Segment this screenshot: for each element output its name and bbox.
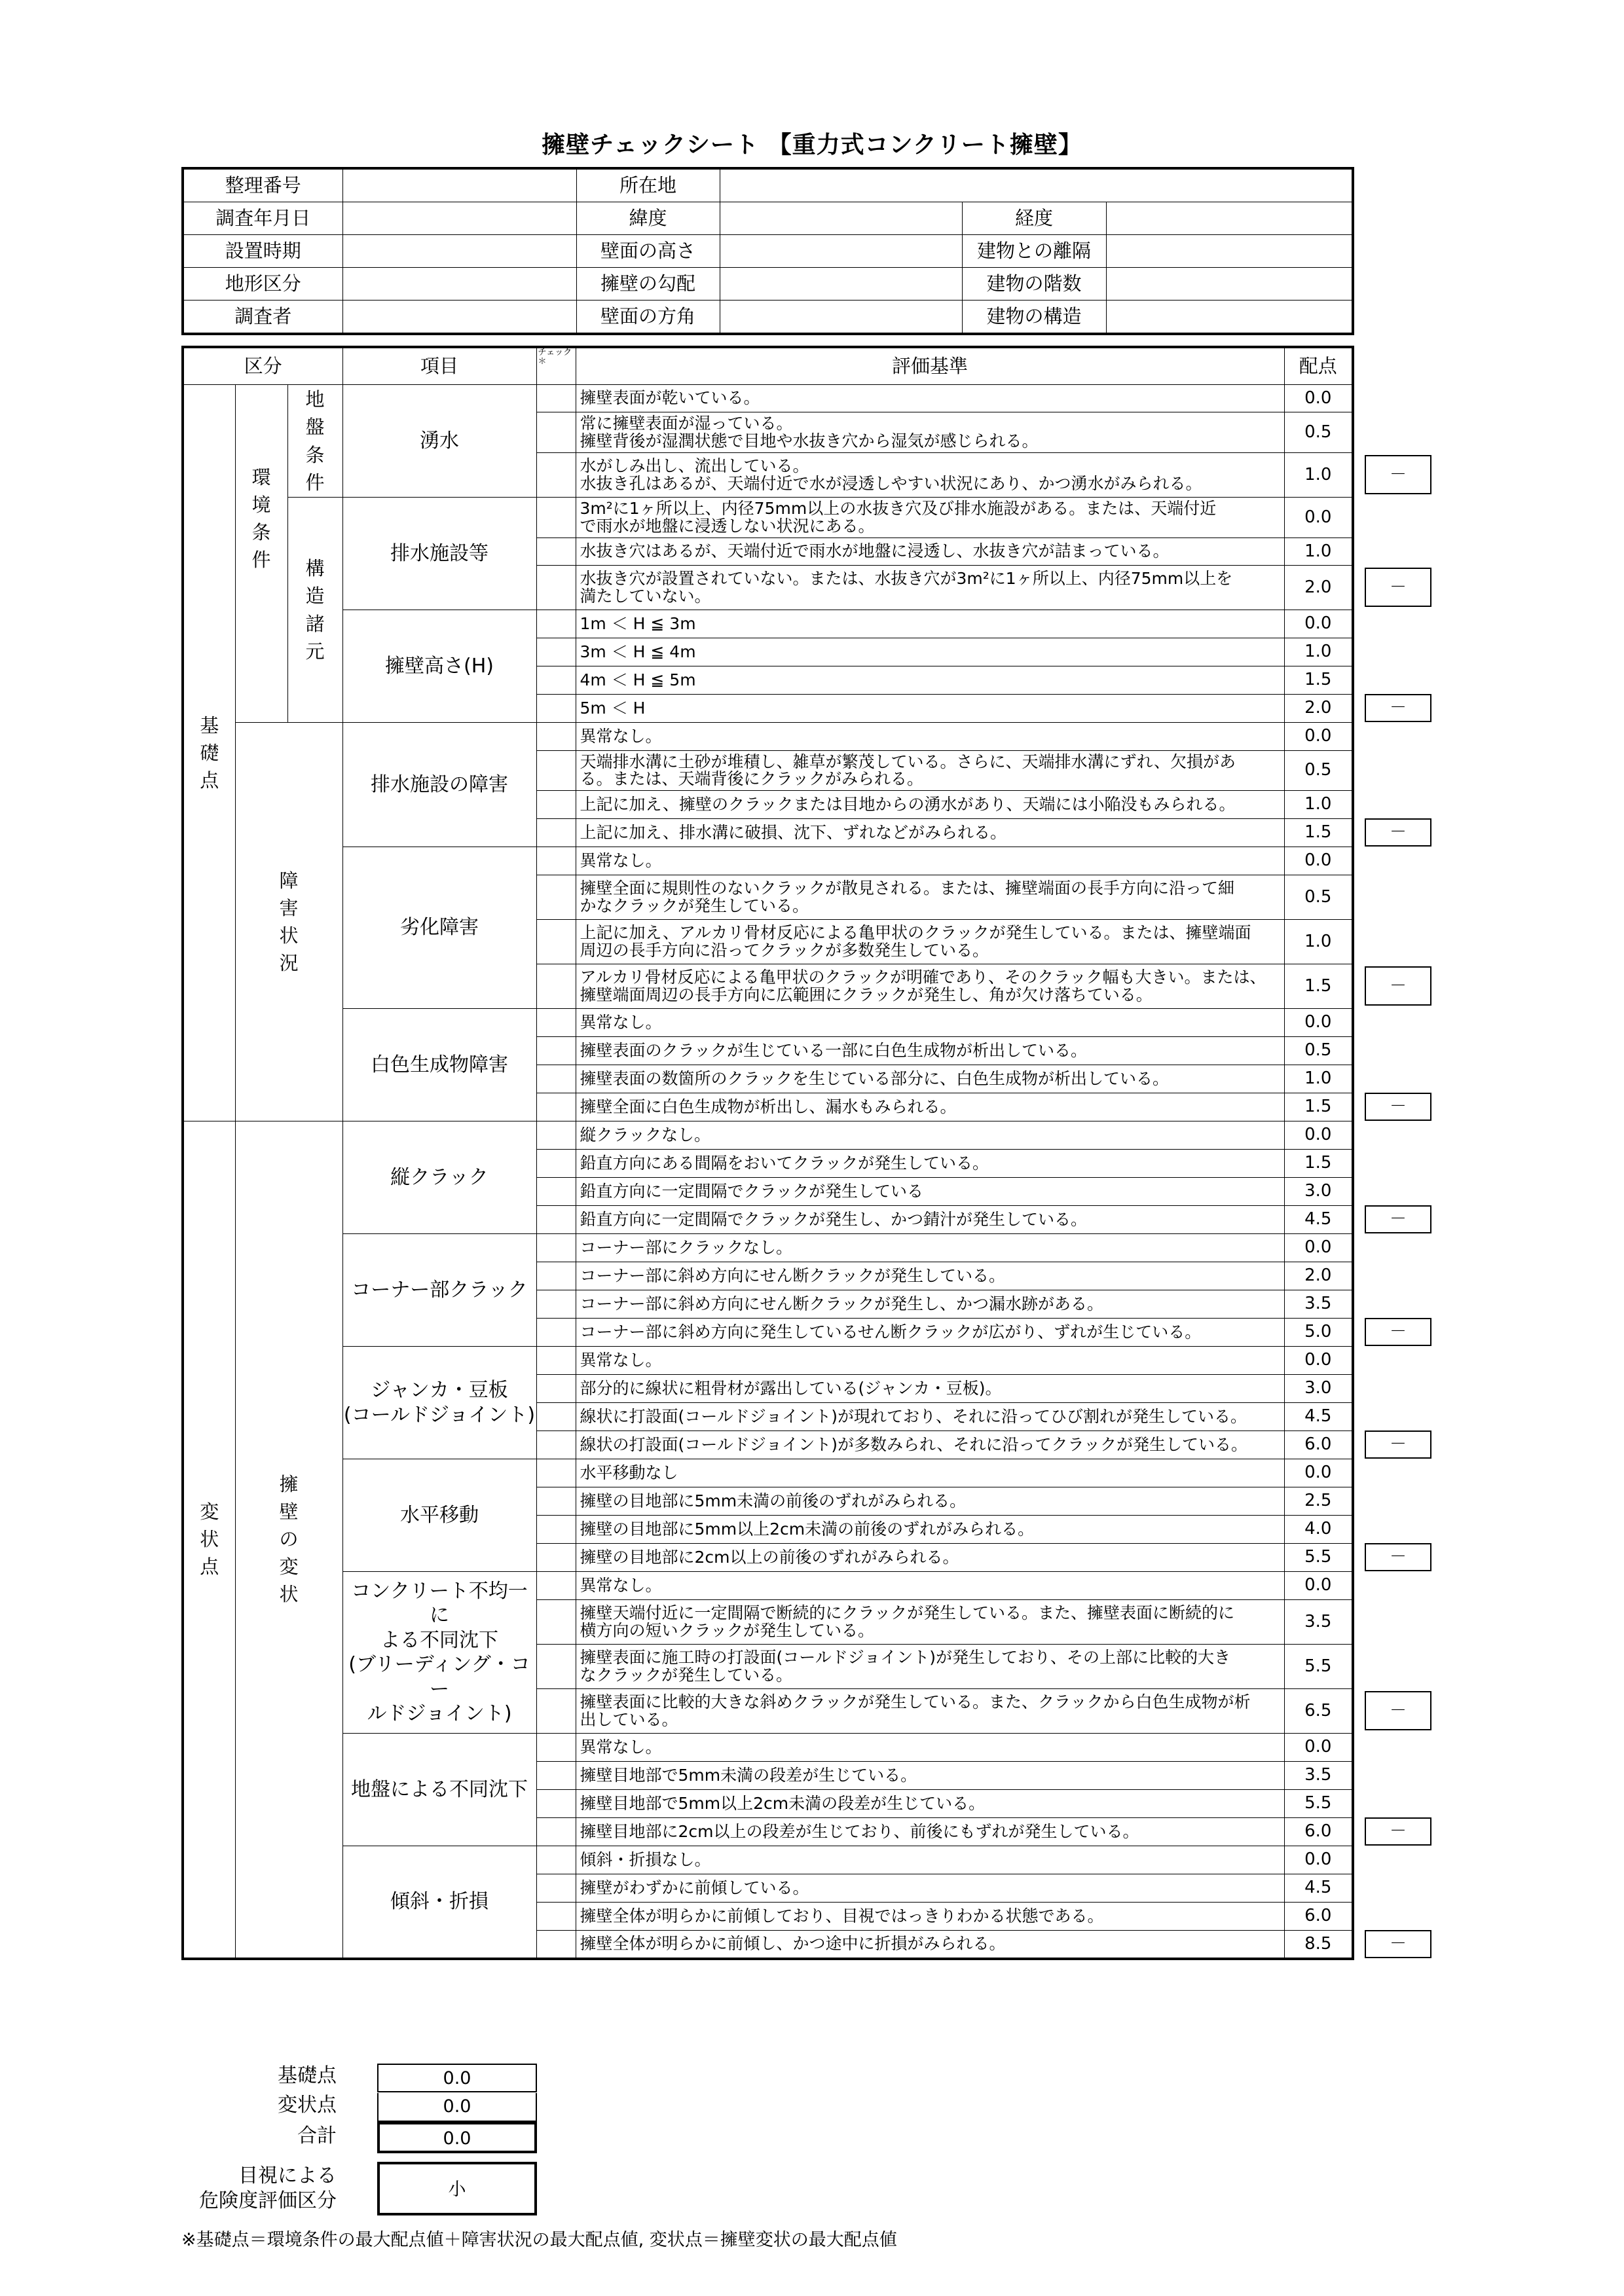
- check-cell[interactable]: [536, 538, 576, 566]
- info-table: [181, 167, 1354, 335]
- score-cell: 3.0: [1284, 1178, 1353, 1206]
- criterion-text: 異常なし。: [576, 723, 1284, 751]
- check-cell[interactable]: [536, 920, 576, 964]
- criterion-text: 擁壁目地部に2cm以上の段差が生じており、前後にもずれが発生している。: [576, 1818, 1284, 1846]
- item-corner: コーナー部クラック: [342, 1234, 536, 1347]
- chosa-date-field[interactable]: [342, 202, 576, 235]
- score-cell: 4.0: [1284, 1516, 1353, 1544]
- side-result-box: －: [1365, 818, 1431, 847]
- criterion-text: コーナー部にクラックなし。: [576, 1234, 1284, 1262]
- score-cell: 8.5: [1284, 1931, 1353, 1959]
- criterion-text: 擁壁の目地部に2cm以上の前後のずれがみられる。: [576, 1544, 1284, 1572]
- criterion-text: 上記に加え、アルカリ骨材反応による亀甲状のクラックが発生している。または、擁壁端面 周辺の長手方向に沿ってクラックが多数発生している。: [576, 920, 1284, 964]
- hyoka-kubun-value: 小: [377, 2162, 537, 2215]
- score-cell: 0.0: [1284, 1009, 1353, 1037]
- check-cell[interactable]: [536, 1903, 576, 1931]
- check-cell[interactable]: [536, 1544, 576, 1572]
- score-cell: 5.5: [1284, 1790, 1353, 1818]
- label-hekimen-hoko: 壁面の方角: [576, 301, 720, 335]
- check-cell[interactable]: [536, 1319, 576, 1347]
- label-setchi-jiki: 設置時期: [183, 235, 342, 268]
- check-cell[interactable]: [536, 1150, 576, 1178]
- hekimen-hoko-field[interactable]: [720, 301, 962, 335]
- criterion-text: 水がしみ出し、流出している。 水抜き孔はあるが、天端付近で水が浸透しやすい状況にあり、かつ湧水がみられる。: [576, 453, 1284, 498]
- henjo-category: 変状点: [183, 1121, 235, 1959]
- criterion-text: 擁壁全面に規則性のないクラックが散見される。または、擁壁端面の長手方向に沿って細 かなクラックが発生している。: [576, 875, 1284, 920]
- kankyo-category: 環境条件: [235, 385, 287, 723]
- score-cell: 0.5: [1284, 875, 1353, 920]
- score-cell: 0.0: [1284, 385, 1353, 412]
- side-result-box: －: [1365, 1543, 1431, 1571]
- criterion-text: 鉛直方向に一定間隔でクラックが発生し、かつ錆汁が発生している。: [576, 1206, 1284, 1234]
- score-cell: 3.5: [1284, 1762, 1353, 1790]
- label-tatemono-kozo: 建物の構造: [962, 301, 1106, 335]
- check-cell[interactable]: [536, 1689, 576, 1734]
- label-yoheki-kobai: 擁壁の勾配: [576, 268, 720, 301]
- score-cell: 6.0: [1284, 1431, 1353, 1459]
- jiban-category: 地盤条件: [287, 385, 342, 498]
- criterion-text: 異常なし。: [576, 1009, 1284, 1037]
- footnote: ※基礎点＝環境条件の最大配点値＋障害状況の最大配点値, 変状点＝擁壁変状の最大配点値: [181, 2230, 897, 2250]
- score-cell: 1.0: [1284, 1065, 1353, 1093]
- header-check: チェック＊: [536, 347, 576, 385]
- header-haiten: 配点: [1284, 347, 1353, 385]
- score-cell: 4.5: [1284, 1206, 1353, 1234]
- check-cell[interactable]: [536, 791, 576, 819]
- check-cell[interactable]: [536, 695, 576, 723]
- criterion-text: 1m ＜ H ≦ 3m: [576, 610, 1284, 638]
- criterion-text: 3m ＜ H ≦ 4m: [576, 638, 1284, 666]
- criterion-text: 水平移動なし: [576, 1459, 1284, 1487]
- criterion-text: 4m ＜ H ≦ 5m: [576, 666, 1284, 695]
- criterion-text: 線状の打設面(コールドジョイント)が多数みられ、それに沿ってクラックが発生している。: [576, 1431, 1284, 1459]
- check-cell[interactable]: [536, 964, 576, 1009]
- score-cell: 0.0: [1284, 1459, 1353, 1487]
- score-cell: 1.0: [1284, 920, 1353, 964]
- criterion-text: 上記に加え、排水溝に破損、沈下、ずれなどがみられる。: [576, 819, 1284, 847]
- check-cell[interactable]: [536, 1487, 576, 1516]
- check-cell[interactable]: [536, 1037, 576, 1065]
- score-cell: 5.5: [1284, 1645, 1353, 1689]
- check-cell[interactable]: [536, 1818, 576, 1846]
- criterion-text: 水抜き穴はあるが、天端付近で雨水が地盤に浸透し、水抜き穴が詰まっている。: [576, 538, 1284, 566]
- criterion-text: 擁壁表面のクラックが生じている一部に白色生成物が析出している。: [576, 1037, 1284, 1065]
- seiri-bango-field[interactable]: [342, 168, 576, 202]
- criterion-row: [183, 498, 1353, 538]
- criterion-row: [183, 1734, 1353, 1762]
- criterion-text: 擁壁目地部で5mm以上2cm未満の段差が生じている。: [576, 1790, 1284, 1818]
- criterion-text: 擁壁の目地部に5mm以上2cm未満の前後のずれがみられる。: [576, 1516, 1284, 1544]
- score-cell: 0.0: [1284, 1572, 1353, 1600]
- criterion-text: 擁壁全面に白色生成物が析出し、漏水もみられる。: [576, 1093, 1284, 1121]
- check-cell[interactable]: [536, 875, 576, 920]
- criterion-row: [183, 385, 1353, 412]
- check-cell[interactable]: [536, 1459, 576, 1487]
- criterion-text: アルカリ骨材反応による亀甲状のクラックが明確であり、そのクラック幅も大きい。または、 擁壁端面周辺の長手方向に広範囲にクラックが発生し、角が欠け落ちている。: [576, 964, 1284, 1009]
- check-table: [181, 346, 1354, 1960]
- item-haisui-shogai: 排水施設の障害: [342, 723, 536, 847]
- check-cell[interactable]: [536, 1734, 576, 1762]
- item-suihei: 水平移動: [342, 1459, 536, 1572]
- label-chikei-kubun: 地形区分: [183, 268, 342, 301]
- item-hakushoku: 白色生成物障害: [342, 1009, 536, 1121]
- score-cell: 1.5: [1284, 1150, 1353, 1178]
- score-cell: 0.0: [1284, 723, 1353, 751]
- side-result-box: －: [1365, 1817, 1431, 1846]
- score-cell: 0.5: [1284, 1037, 1353, 1065]
- check-cell[interactable]: [536, 498, 576, 538]
- check-cell[interactable]: [536, 610, 576, 638]
- criterion-text: コーナー部に斜め方向にせん断クラックが発生し、かつ漏水跡がある。: [576, 1290, 1284, 1319]
- kiso-category: 基礎点: [183, 385, 235, 1121]
- gokei-value: 0.0: [377, 2122, 537, 2153]
- label-henjo-total: 変状点: [278, 2094, 337, 2117]
- check-cell[interactable]: [536, 1431, 576, 1459]
- item-keisha: 傾斜・折損: [342, 1846, 536, 1959]
- score-cell: 1.5: [1284, 1093, 1353, 1121]
- item-yusui: 湧水: [342, 385, 536, 498]
- criterion-text: 傾斜・折損なし。: [576, 1846, 1284, 1874]
- score-cell: 1.0: [1284, 453, 1353, 498]
- label-kiso-total: 基礎点: [278, 2064, 337, 2087]
- side-result-box: －: [1365, 1318, 1431, 1346]
- score-cell: 1.0: [1284, 638, 1353, 666]
- score-cell: 2.0: [1284, 566, 1353, 610]
- criterion-text: 擁壁表面に比較的大きな斜めクラックが発生している。また、クラックから白色生成物が析 出している。: [576, 1689, 1284, 1734]
- check-cell[interactable]: [536, 1290, 576, 1319]
- item-tate: 縦クラック: [342, 1121, 536, 1234]
- check-cell[interactable]: [536, 1516, 576, 1544]
- criterion-text: 擁壁全体が明らかに前傾し、かつ途中に折損がみられる。: [576, 1931, 1284, 1959]
- header-kubun: 区分: [183, 347, 342, 385]
- criterion-text: 上記に加え、擁壁のクラックまたは目地からの湧水があり、天端には小陥没もみられる。: [576, 791, 1284, 819]
- check-cell[interactable]: [536, 751, 576, 791]
- label-shozaichi: 所在地: [576, 168, 720, 202]
- kozo-category: 構造諸元: [287, 498, 342, 723]
- criterion-text: 擁壁表面が乾いている。: [576, 385, 1284, 412]
- criterion-text: 擁壁表面の数箇所のクラックを生じている部分に、白色生成物が析出している。: [576, 1065, 1284, 1093]
- side-result-box: －: [1365, 1930, 1431, 1958]
- shozaichi-field[interactable]: [720, 168, 1353, 202]
- score-cell: 1.0: [1284, 791, 1353, 819]
- side-result-box: －: [1365, 1205, 1431, 1233]
- criterion-text: 擁壁の目地部に5mm未満の前後のずれがみられる。: [576, 1487, 1284, 1516]
- score-cell: 3.5: [1284, 1600, 1353, 1645]
- criterion-text: 擁壁表面に施工時の打設面(コールドジョイント)が発生しており、その上部に比較的大き なクラックが発生している。: [576, 1645, 1284, 1689]
- check-cell[interactable]: [536, 1375, 576, 1403]
- score-cell: 6.0: [1284, 1818, 1353, 1846]
- check-cell[interactable]: [536, 847, 576, 875]
- check-cell[interactable]: [536, 1093, 576, 1121]
- score-cell: 6.5: [1284, 1689, 1353, 1734]
- score-cell: 1.0: [1284, 538, 1353, 566]
- header-komoku: 項目: [342, 347, 536, 385]
- score-cell: 6.0: [1284, 1903, 1353, 1931]
- hekimen-takasa-field[interactable]: [720, 235, 962, 268]
- check-cell[interactable]: [536, 1403, 576, 1431]
- chosasha-field[interactable]: [342, 301, 576, 335]
- criterion-text: 水抜き穴が設置されていない。または、水抜き穴が3m²に1ヶ所以上、内径75mm以上を 満たしていない。: [576, 566, 1284, 610]
- score-cell: 1.5: [1284, 666, 1353, 695]
- score-cell: 5.5: [1284, 1544, 1353, 1572]
- score-cell: 2.0: [1284, 695, 1353, 723]
- score-cell: 2.5: [1284, 1487, 1353, 1516]
- check-cell[interactable]: [536, 1206, 576, 1234]
- item-jiban-chinka: 地盤による不同沈下: [342, 1734, 536, 1846]
- check-cell[interactable]: [536, 1600, 576, 1645]
- side-result-box: －: [1365, 1093, 1431, 1121]
- check-cell[interactable]: [536, 566, 576, 610]
- criterion-row: [183, 1234, 1353, 1262]
- score-cell: 3.5: [1284, 1290, 1353, 1319]
- criterion-text: コーナー部に斜め方向に発生しているせん断クラックが広がり、ずれが生じている。: [576, 1319, 1284, 1347]
- side-result-box: －: [1365, 966, 1431, 1006]
- score-cell: 0.0: [1284, 610, 1353, 638]
- score-cell: 2.0: [1284, 1262, 1353, 1290]
- criterion-text: 線状に打設面(コールドジョイント)が現れており、それに沿ってひび割れが発生している。: [576, 1403, 1284, 1431]
- tatemono-rikaku-field[interactable]: [1106, 235, 1353, 268]
- side-result-box: －: [1365, 455, 1431, 494]
- label-tatemono-kaisu: 建物の階数: [962, 268, 1106, 301]
- chikei-kubun-field[interactable]: [342, 268, 576, 301]
- score-cell: 0.0: [1284, 1846, 1353, 1874]
- score-cell: 1.5: [1284, 819, 1353, 847]
- tatemono-kozo-field[interactable]: [1106, 301, 1353, 335]
- yoheki-kobai-field[interactable]: [720, 268, 962, 301]
- criterion-row: [183, 723, 1353, 751]
- criterion-text: コーナー部に斜め方向にせん断クラックが発生している。: [576, 1262, 1284, 1290]
- check-cell[interactable]: [536, 666, 576, 695]
- ido-field[interactable]: [720, 202, 962, 235]
- criterion-text: 縦クラックなし。: [576, 1121, 1284, 1150]
- label-gokei: 合計: [297, 2124, 337, 2147]
- check-cell[interactable]: [536, 723, 576, 751]
- check-cell[interactable]: [536, 1762, 576, 1790]
- check-cell[interactable]: [536, 453, 576, 498]
- criterion-text: 鉛直方向に一定間隔でクラックが発生している: [576, 1178, 1284, 1206]
- check-cell[interactable]: [536, 385, 576, 412]
- criterion-text: 5m ＜ H: [576, 695, 1284, 723]
- check-cell[interactable]: [536, 1178, 576, 1206]
- item-takasa: 擁壁高さ(H): [342, 610, 536, 723]
- label-ido: 緯度: [576, 202, 720, 235]
- keido-field[interactable]: [1106, 202, 1353, 235]
- setchi-jiki-field[interactable]: [342, 235, 576, 268]
- score-cell: 0.0: [1284, 498, 1353, 538]
- label-keido: 経度: [962, 202, 1106, 235]
- criterion-row: [183, 1347, 1353, 1375]
- check-cell[interactable]: [536, 1234, 576, 1262]
- side-result-box: －: [1365, 694, 1431, 722]
- score-cell: 0.0: [1284, 1734, 1353, 1762]
- tatemono-kaisu-field[interactable]: [1106, 268, 1353, 301]
- criterion-text: 3m²に1ヶ所以上、内径75mm以上の水抜き穴及び排水施設がある。または、天端付近 で雨水が地盤に浸透しない状況にある。: [576, 498, 1284, 538]
- criterion-text: 天端排水溝に土砂が堆積し、雑草が繁茂している。さらに、天端排水溝にずれ、欠損があ る。または、天端背後にクラックがみられる。: [576, 751, 1284, 791]
- score-cell: 4.5: [1284, 1403, 1353, 1431]
- score-cell: 4.5: [1284, 1874, 1353, 1903]
- label-chosasha: 調査者: [183, 301, 342, 335]
- criterion-text: 常に擁壁表面が湿っている。 擁壁背後が湿潤状態で目地や水抜き穴から湿気が感じられる。: [576, 412, 1284, 453]
- criterion-row: [183, 610, 1353, 638]
- check-cell[interactable]: [536, 1572, 576, 1600]
- criterion-text: 部分的に線状に粗骨材が露出している(ジャンカ・豆板)。: [576, 1375, 1284, 1403]
- label-hekimen-takasa: 壁面の高さ: [576, 235, 720, 268]
- check-cell[interactable]: [536, 1874, 576, 1903]
- check-cell[interactable]: [536, 1846, 576, 1874]
- score-cell: 0.5: [1284, 412, 1353, 453]
- kiso-total-value: 0.0: [377, 2064, 537, 2092]
- henjo-total-value: 0.0: [377, 2093, 537, 2122]
- criterion-text: 異常なし。: [576, 1347, 1284, 1375]
- criterion-row: [183, 847, 1353, 875]
- score-cell: 0.0: [1284, 1347, 1353, 1375]
- score-cell: 0.5: [1284, 751, 1353, 791]
- criterion-text: 擁壁がわずかに前傾している。: [576, 1874, 1284, 1903]
- item-haisui: 排水施設等: [342, 498, 536, 610]
- check-cell[interactable]: [536, 1931, 576, 1959]
- criterion-text: 鉛直方向にある間隔をおいてクラックが発生している。: [576, 1150, 1284, 1178]
- item-fukin: コンクリート不均一に よる不同沈下 (ブリーディング・コー ルドジョイント): [342, 1572, 536, 1734]
- score-cell: 3.0: [1284, 1375, 1353, 1403]
- check-cell[interactable]: [536, 1347, 576, 1375]
- score-cell: 0.0: [1284, 1121, 1353, 1150]
- score-cell: 5.0: [1284, 1319, 1353, 1347]
- page-title: 擁壁チェックシート 【重力式コンクリート擁壁】: [542, 132, 1082, 158]
- check-cell[interactable]: [536, 1790, 576, 1818]
- criterion-text: 擁壁全体が明らかに前傾しており、目視ではっきりわかる状態である。: [576, 1903, 1284, 1931]
- criterion-text: 擁壁目地部で5mm未満の段差が生じている。: [576, 1762, 1284, 1790]
- check-cell[interactable]: [536, 638, 576, 666]
- criterion-row: [183, 1572, 1353, 1600]
- side-result-box: －: [1365, 1430, 1431, 1459]
- side-result-box: －: [1365, 568, 1431, 607]
- criterion-text: 擁壁天端付近に一定間隔で断続的にクラックが発生している。また、擁壁表面に断続的に 横方向の短いクラックが発生している。: [576, 1600, 1284, 1645]
- criterion-row: [183, 1009, 1353, 1037]
- item-janka: ジャンカ・豆板 (コールドジョイント): [342, 1347, 536, 1459]
- criterion-text: 異常なし。: [576, 1734, 1284, 1762]
- shogai-category: 障害状況: [235, 723, 342, 1121]
- criterion-row: [183, 1846, 1353, 1874]
- item-rekka: 劣化障害: [342, 847, 536, 1009]
- label-chosa-date: 調査年月日: [183, 202, 342, 235]
- criterion-text: 異常なし。: [576, 1572, 1284, 1600]
- check-cell[interactable]: [536, 1065, 576, 1093]
- check-cell[interactable]: [536, 1009, 576, 1037]
- label-hyoka-kubun: 目視による 危険度評価区分: [199, 2164, 337, 2212]
- criterion-row: [183, 1121, 1353, 1150]
- yoheki-henjo-category: 擁壁の変状: [235, 1121, 342, 1959]
- check-cell[interactable]: [536, 1645, 576, 1689]
- check-cell[interactable]: [536, 819, 576, 847]
- check-cell[interactable]: [536, 1262, 576, 1290]
- criterion-row: [183, 1459, 1353, 1487]
- side-result-box: －: [1365, 1691, 1431, 1730]
- criterion-text: 異常なし。: [576, 847, 1284, 875]
- check-cell[interactable]: [536, 412, 576, 453]
- score-cell: 0.0: [1284, 847, 1353, 875]
- label-seiri-bango: 整理番号: [183, 168, 342, 202]
- label-tatemono-rikaku: 建物との離隔: [962, 235, 1106, 268]
- score-cell: 1.5: [1284, 964, 1353, 1009]
- check-cell[interactable]: [536, 1121, 576, 1150]
- score-cell: 0.0: [1284, 1234, 1353, 1262]
- header-hyoka-kijun: 評価基準: [576, 347, 1284, 385]
